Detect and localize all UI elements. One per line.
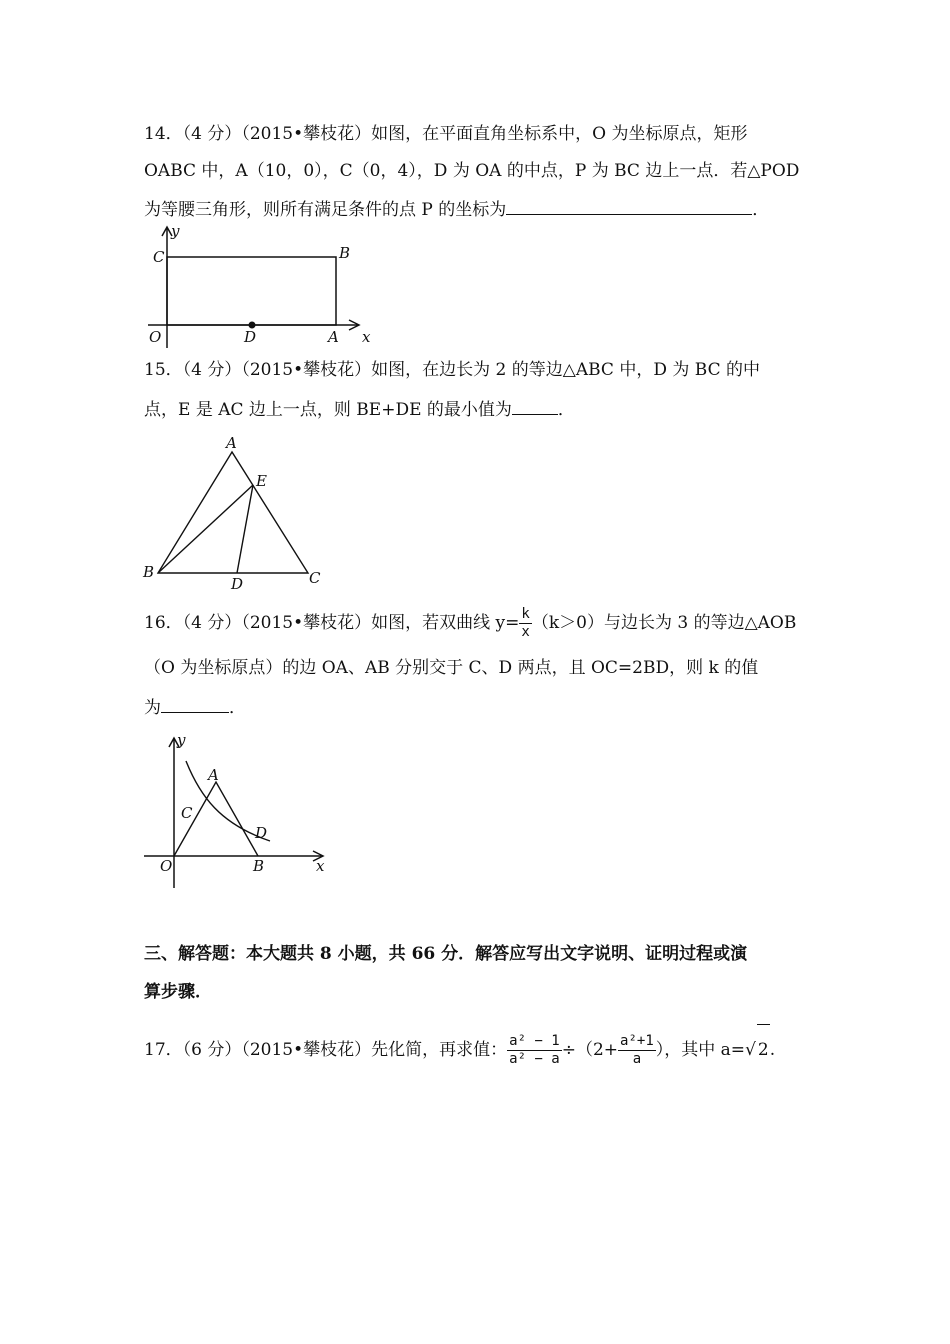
q17-frac2-den: a	[632, 1051, 642, 1067]
q15-line-2-end: ．	[557, 400, 575, 420]
q16-line-1-post: （k＞0）与边长为 3 的等边△AOB	[531, 613, 797, 633]
q15-label-e: E	[256, 472, 267, 490]
q16-line-1-pre: 16．（4 分）（2015•攀枝花）如图，若双曲线 y=	[144, 613, 520, 633]
q15-label-d: D	[231, 575, 244, 592]
q14-label-b: B	[339, 244, 351, 262]
q17-pre: 17．（6 分）（2015•攀枝花）先化简，再求值：	[144, 1040, 508, 1060]
q16-answer-blank[interactable]	[161, 694, 229, 713]
q15-line-2-text: 点，E 是 AC 边上一点，则 BE+DE 的最小值为	[144, 400, 512, 420]
q16-label-d: D	[255, 824, 268, 842]
q17-end: .	[769, 1040, 776, 1060]
q15-label-c: C	[309, 569, 321, 587]
q15-label-a: A	[226, 434, 237, 452]
q17-frac1-den: a² − a	[509, 1051, 560, 1067]
q14-line-3-text: 为等腰三角形，则所有满足条件的点 P 的坐标为	[144, 200, 507, 220]
q15-label-b: B	[143, 563, 155, 581]
section3-heading-line-2: 算步骤．	[144, 982, 212, 1002]
q14-line-3	[144, 196, 769, 222]
q16-figure	[140, 728, 340, 893]
q16-line-3-text: 为	[144, 698, 161, 718]
q16-label-o: O	[160, 857, 173, 875]
q14-label-a: A	[328, 328, 339, 346]
q16-line-3-end: ．	[229, 698, 246, 718]
q14-line-1: 14．（4 分）（2015•攀枝花）如图，在平面直角坐标系中，O 为坐标原点，矩形	[144, 124, 748, 144]
q16-label-x: x	[316, 857, 325, 875]
q17-frac2-num: a²+1	[620, 1033, 654, 1049]
q16-line-3	[144, 694, 246, 720]
q17-fraction-1	[507, 1033, 562, 1068]
q15-answer-blank[interactable]	[512, 396, 558, 415]
q15-line-1: 15．（4 分）（2015•攀枝花）如图，在边长为 2 的等边△ABC 中，D 为 BC 的中	[144, 360, 760, 380]
q17-div: ÷（2+	[561, 1040, 619, 1060]
q16-label-y: y	[177, 731, 186, 749]
q17-post: ），其中 a=	[655, 1040, 746, 1060]
q16-fraction-k-over-x	[519, 606, 531, 641]
q14-line-3-end: ．	[752, 200, 770, 220]
q14-label-o: O	[149, 328, 162, 346]
q14-label-y: y	[171, 222, 180, 240]
sqrt-icon: √	[745, 1040, 756, 1060]
q16-label-b: B	[253, 857, 265, 875]
q15-triangle-abc	[158, 452, 308, 573]
q16-label-c: C	[181, 804, 193, 822]
q14-answer-blank[interactable]	[506, 196, 752, 215]
q14-label-x: x	[362, 328, 371, 346]
q15-figure	[140, 432, 340, 592]
q14-figure	[140, 222, 380, 352]
section3-heading-line-1: 三、解答题：本大题共 8 小题，共 66 分．解答应写出文字说明、证明过程或演	[144, 944, 748, 964]
q16-frac-num: k	[521, 606, 530, 622]
q16-label-a: A	[208, 766, 219, 784]
q16-line-1	[144, 606, 796, 641]
q17-fraction-2	[618, 1033, 656, 1068]
q14-rectangle-oabc	[167, 257, 336, 325]
q17-line	[144, 1024, 775, 1075]
q15-line-2	[144, 396, 575, 422]
q14-label-c: C	[153, 248, 165, 266]
q14-line-2: OABC 中，A（10，0），C（0，4），D 为 OA 的中点，P 为 BC 边上一点．若△POD	[144, 161, 800, 181]
q14-label-d: D	[244, 328, 257, 346]
q16-frac-den: x	[521, 624, 530, 640]
q16-line-2: （O 为坐标原点）的边 OA、AB 分别交于 C、D 两点，且 OC=2BD，则 k 的值	[144, 658, 759, 678]
q17-frac1-num: a² − 1	[509, 1033, 560, 1049]
q17-sqrt-arg: 2	[757, 1024, 770, 1075]
